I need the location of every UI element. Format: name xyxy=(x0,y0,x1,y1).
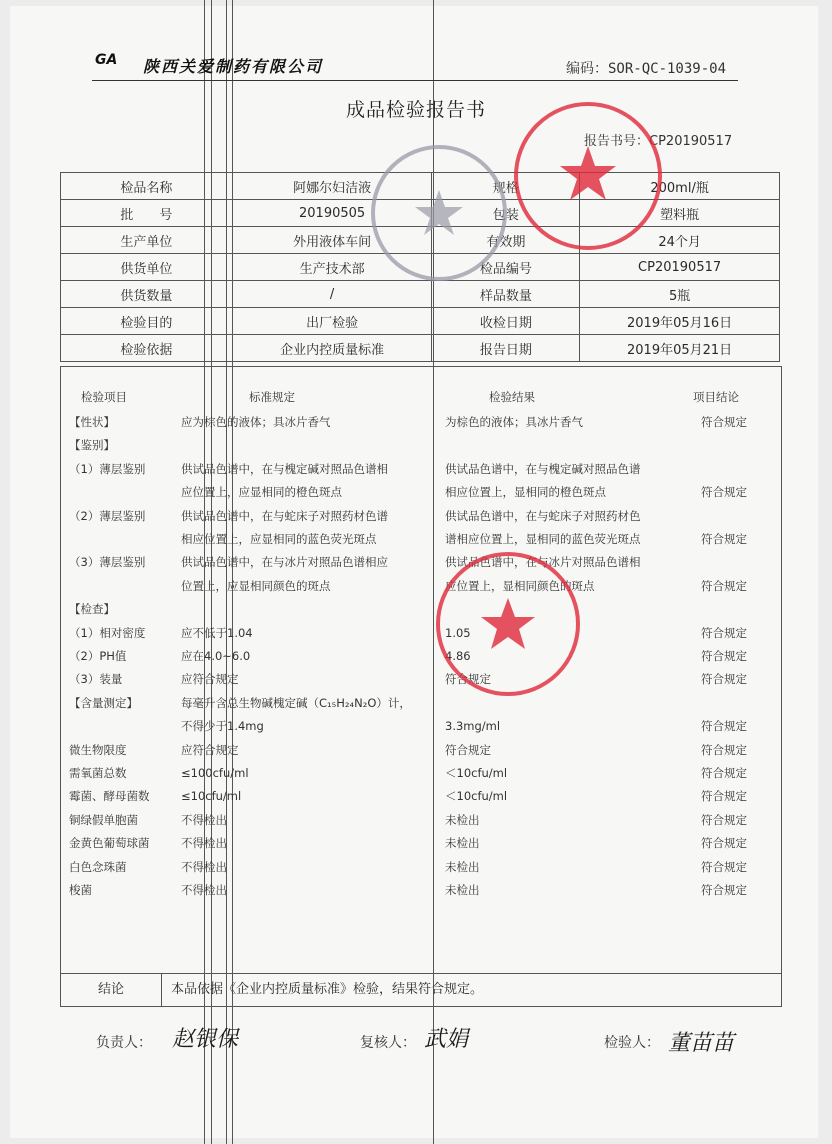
info-cell-label: 供货数量 xyxy=(61,281,233,308)
detail-verdict: 符合规定 xyxy=(701,812,747,827)
info-cell-label: 检品名称 xyxy=(61,173,233,200)
info-cell-value: 外用液体车间 xyxy=(232,227,432,254)
info-cell-label2: 收检日期 xyxy=(432,308,580,335)
detail-result: ＜10cfu/ml xyxy=(445,766,508,780)
info-cell-value2: 2019年05月16日 xyxy=(580,308,780,335)
info-cell-value: 阿娜尔妇洁液 xyxy=(232,173,432,200)
detail-result: 符合规定 xyxy=(445,672,491,687)
detail-standard: 供试品色谱中，在与槐定碱对照品色谱相 xyxy=(181,461,388,476)
info-cell-label2: 包装 xyxy=(432,200,580,227)
info-cell-value: 20190505 xyxy=(232,200,432,227)
detail-item: 需氧菌总数 xyxy=(69,766,127,780)
detail-standard: 供试品色谱中，在与蛇床子对照药材色谱 xyxy=(181,508,388,523)
conclusion-text: 本品依据《企业内控质量标准》检验，结果符合规定。 xyxy=(171,982,484,997)
info-cell-label2: 检品编号 xyxy=(432,254,580,281)
info-cell-value2: CP20190517 xyxy=(580,254,780,281)
detail-item: 铜绿假单胞菌 xyxy=(69,812,138,827)
detail-verdict: 符合规定 xyxy=(701,742,747,757)
report-number: 报告书号：CP20190517 xyxy=(584,134,733,149)
detail-result: 供试品色谱中，在与槐定碱对照品色谱 xyxy=(445,461,641,476)
detail-verdict: 符合规定 xyxy=(701,532,747,546)
detail-standard: 不得检出 xyxy=(181,812,227,827)
info-cell-value2: 200ml/瓶 xyxy=(580,173,780,200)
detail-verdict: 符合规定 xyxy=(701,883,747,897)
info-cell-label: 批 号 xyxy=(61,200,233,227)
reviewer-signature: 武娟 xyxy=(424,1027,469,1052)
detail-standard: 不得检出 xyxy=(181,836,227,851)
test-detail-panel xyxy=(60,366,782,974)
detail-verdict: 符合规定 xyxy=(701,766,747,780)
detail-item: 【含量测定】 xyxy=(69,695,138,710)
info-cell-value2: 5瓶 xyxy=(580,281,780,308)
info-cell-label: 供货单位 xyxy=(61,254,233,281)
detail-result: 符合规定 xyxy=(445,742,491,757)
detail-standard: 不得少于1.4mg xyxy=(181,719,264,734)
reviewer-label: 复核人： xyxy=(360,1035,416,1051)
detail-result: 供试品色谱中，在与冰片对照品色谱相 xyxy=(445,555,641,570)
detail-standard: 相应位置上，应显相同的蓝色荧光斑点 xyxy=(181,532,377,546)
detail-result: 未检出 xyxy=(445,883,480,897)
responsible-label: 负责人： xyxy=(96,1035,152,1051)
gray-quality-stamp xyxy=(366,140,512,286)
detail-standard: 应位置上，应显相同的橙色斑点 xyxy=(181,485,342,500)
header-divider xyxy=(92,80,738,81)
detail-item: （2）PH值 xyxy=(69,649,127,663)
detail-item: （1）相对密度 xyxy=(69,625,146,640)
detail-item: 【性状】 xyxy=(69,415,115,429)
detail-verdict: 符合规定 xyxy=(701,649,747,663)
info-cell-value: 出厂检验 xyxy=(232,308,432,335)
info-cell-value: / xyxy=(232,281,432,308)
detail-standard: 每毫升含总生物碱槐定碱（C₁₅H₂₄N₂O）计， xyxy=(181,695,411,710)
detail-verdict: 符合规定 xyxy=(701,578,747,593)
detail-result: 4.86 xyxy=(445,649,471,663)
detail-standard: 位置上，应显相同颜色的斑点 xyxy=(181,578,331,593)
red-special-stamp xyxy=(508,96,668,256)
info-cell-value2: 塑料瓶 xyxy=(580,200,780,227)
info-cell-value2: 2019年05月21日 xyxy=(580,335,780,362)
detail-verdict: 符合规定 xyxy=(701,672,747,687)
detail-standard: 供试品色谱中，在与冰片对照品色谱相应 xyxy=(181,555,388,570)
info-cell-label: 生产单位 xyxy=(61,227,233,254)
detail-result: 相应位置上，显相同的橙色斑点 xyxy=(445,485,606,500)
detail-standard: 应符合规定 xyxy=(181,742,239,757)
detail-item: 霉菌、酵母菌数 xyxy=(69,789,150,804)
detail-verdict: 符合规定 xyxy=(701,859,747,874)
company-name: 陕西关爱制药有限公司 xyxy=(143,57,324,76)
info-row xyxy=(61,335,780,362)
detail-verdict: 符合规定 xyxy=(701,415,747,429)
detail-standard: 应不低于1.04 xyxy=(181,625,253,640)
detail-item: 【鉴别】 xyxy=(69,438,115,453)
detail-item: 白色念珠菌 xyxy=(69,859,127,874)
info-cell-label2: 样品数量 xyxy=(432,281,580,308)
detail-standard: 不得检出 xyxy=(181,859,227,874)
detail-result: 3.3mg/ml xyxy=(445,719,501,734)
detail-standard: 应在4.0~6.0 xyxy=(181,649,251,663)
info-cell-label: 检验依据 xyxy=(61,335,233,362)
detail-item: 微生物限度 xyxy=(69,742,127,757)
detail-standard: ≤100cfu/ml xyxy=(181,766,249,780)
conclusion-row xyxy=(60,973,782,1007)
info-cell-value: 企业内控质量标准 xyxy=(232,335,432,362)
detail-verdict: 符合规定 xyxy=(701,719,747,734)
info-cell-value: 生产技术部 xyxy=(232,254,432,281)
conclusion-label: 结论 xyxy=(61,974,162,1006)
info-cell-label2: 报告日期 xyxy=(432,335,580,362)
detail-result: 应位置上，显相同颜色的斑点 xyxy=(445,578,595,593)
detail-result: 为棕色的液体；具冰片香气 xyxy=(445,415,583,429)
detail-verdict: 符合规定 xyxy=(701,485,747,500)
detail-result: 1.05 xyxy=(445,625,471,640)
detail-item: 金黄色葡萄球菌 xyxy=(69,836,150,851)
info-cell-label: 检验目的 xyxy=(61,308,233,335)
detail-item: 【检查】 xyxy=(69,602,115,617)
detail-result: ＜10cfu/ml xyxy=(445,789,508,804)
detail-result: 未检出 xyxy=(445,859,480,874)
detail-verdict: 符合规定 xyxy=(701,836,747,851)
info-cell-label2: 规格 xyxy=(432,173,580,200)
detail-item: （2）薄层鉴别 xyxy=(69,508,146,523)
detail-item: （3）装量 xyxy=(69,672,123,687)
detail-standard: 不得检出 xyxy=(181,883,227,897)
company-logo: GA xyxy=(95,52,118,68)
detail-result: 未检出 xyxy=(445,812,480,827)
header-standard: 标准规定 xyxy=(249,390,295,404)
inspector-label: 检验人： xyxy=(604,1035,660,1051)
header-result: 检验结果 xyxy=(489,390,535,404)
detail-item: （1）薄层鉴别 xyxy=(69,461,146,476)
detail-standard: 应符合规定 xyxy=(181,672,239,687)
detail-standard: 应为棕色的液体；具冰片香气 xyxy=(181,415,331,429)
page-title: 成品检验报告书 xyxy=(345,99,486,121)
detail-result: 未检出 xyxy=(445,836,480,851)
inspector-signature: 董苗苗 xyxy=(668,1031,735,1056)
red-quality-stamp xyxy=(430,546,586,702)
document-code: 编码：SOR-QC-1039-04 xyxy=(566,61,727,77)
header-verdict: 项目结论 xyxy=(693,390,739,404)
detail-standard: ≤10cfu/ml xyxy=(181,789,242,804)
header-item: 检验项目 xyxy=(81,390,127,404)
detail-item: 梭菌 xyxy=(69,883,92,897)
responsible-signature: 赵银保 xyxy=(172,1027,239,1052)
detail-result: 供试品色谱中，在与蛇床子对照药材色 xyxy=(445,508,641,523)
detail-item: （3）薄层鉴别 xyxy=(69,555,146,570)
info-cell-label2: 有效期 xyxy=(432,227,580,254)
detail-verdict: 符合规定 xyxy=(701,625,747,640)
info-cell-value2: 24个月 xyxy=(580,227,780,254)
detail-result: 谱相应位置上，显相同的蓝色荧光斑点 xyxy=(445,532,641,546)
info-row xyxy=(61,308,780,335)
detail-verdict: 符合规定 xyxy=(701,789,747,804)
